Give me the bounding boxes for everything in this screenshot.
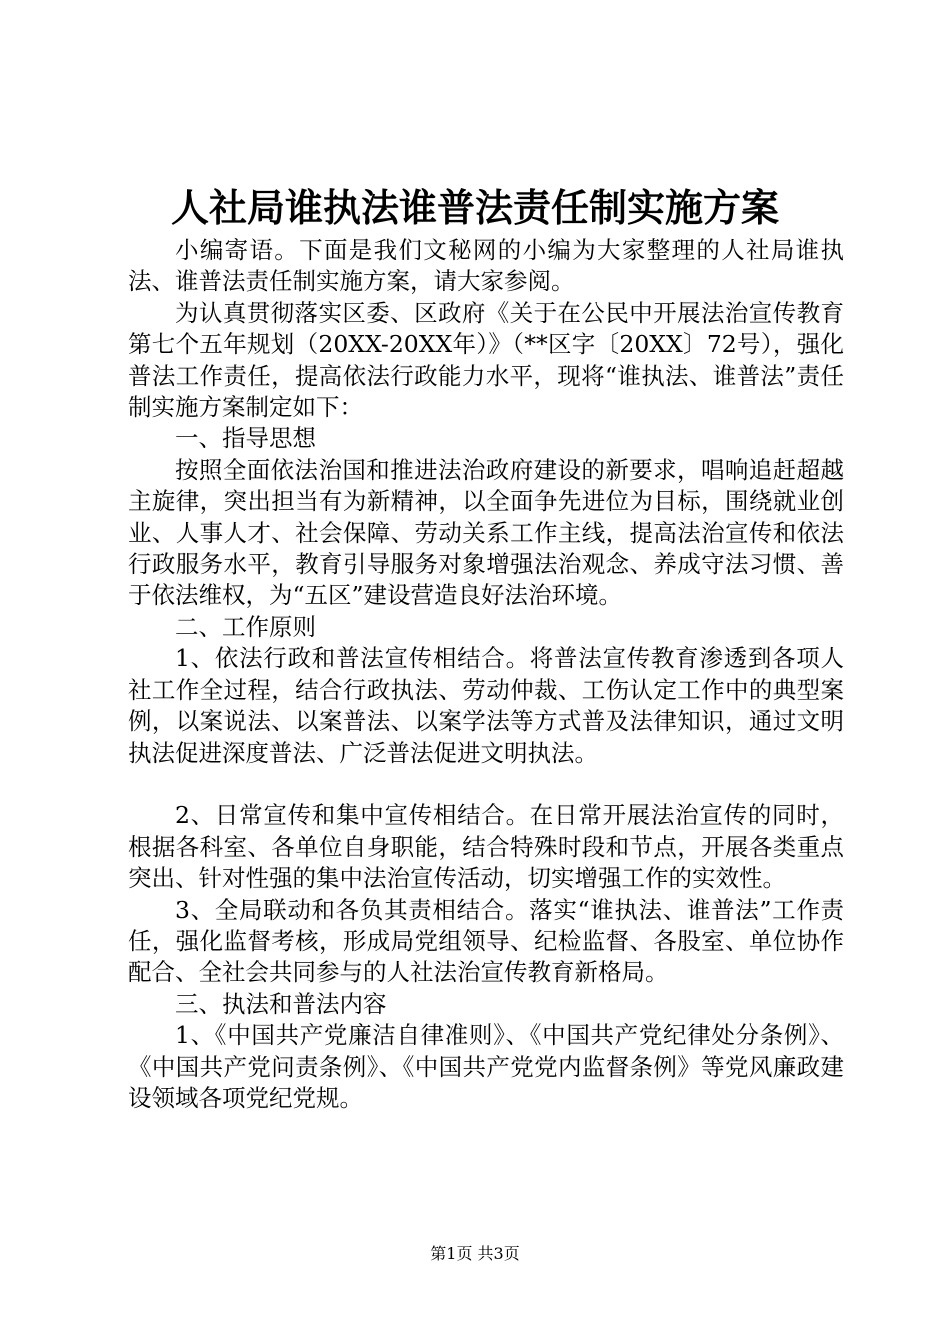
paragraph-guiding-ideology: 按照全面依法治国和推进法治政府建设的新要求，唱响追赶超越主旋律，突出担当有为新精神，以全面争先进位为目标，围绕就业创业、人事人才、社会保障、劳动关系工作主线，提高法治宣传和依法行政服务水平，教育引导服务对象增强法治观念、养成守法习惯、善于依法维权，为“五区”建设营造良好法治环境。 (128, 455, 844, 610)
page-number-footer: 第1页 共3页 (430, 1244, 520, 1263)
heading-work-principles: 二、工作原则 (175, 612, 316, 641)
paragraph-intro: 小编寄语。下面是我们文秘网的小编为大家整理的人社局谁执法、谁普法责任制实施方案，请大家参阅。 (128, 236, 844, 296)
paragraph-principle-2: 2、日常宣传和集中宣传相结合。在日常开展法治宣传的同时，根据各科室、各单位自身职能，结合特殊时段和节点，开展各类重点突出、针对性强的集中法治宣传活动，切实增强工作的实效性。 (128, 801, 844, 893)
paragraph-purpose: 为认真贯彻落实区委、区政府《关于在公民中开展法治宣传教育第七个五年规划（20XX-20XX年）》（**区字〔20XX〕72号），强化普法工作责任，提高依法行政能力水平，现将“谁执法、谁普法”责任制实施方案制定如下： (128, 298, 844, 422)
document-title: 人社局谁执法谁普法责任制实施方案 (170, 185, 779, 230)
heading-guiding-ideology: 一、指导思想 (175, 424, 316, 453)
paragraph-principle-3: 3、全局联动和各负其责相结合。落实“谁执法、谁普法”工作责任，强化监督考核，形成局党组领导、纪检监督、各股室、单位协作配合、全社会共同参与的人社法治宣传教育新格局。 (128, 895, 844, 987)
paragraph-principle-1: 1、依法行政和普法宣传相结合。将普法宣传教育渗透到各项人社工作全过程，结合行政执法、劳动仲裁、工伤认定工作中的典型案例，以案说法、以案普法、以案学法等方式普及法律知识，通过文明执法促进深度普法、广泛普法促进文明执法。 (128, 644, 844, 767)
paragraph-content-1: 1、《中国共产党廉洁自律准则》、《中国共产党纪律处分条例》、《中国共产党问责条例》、《中国共产党党内监督条例》等党风廉政建设领域各项党纪党规。 (128, 1021, 844, 1112)
heading-content: 三、执法和普法内容 (175, 989, 387, 1018)
document-body (128, 235, 844, 1114)
